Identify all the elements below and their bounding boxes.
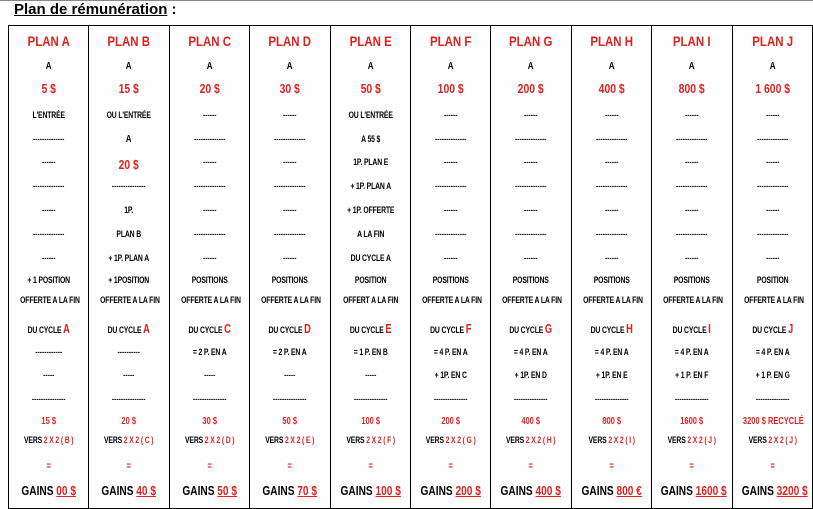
vers-label (342, 436, 399, 446)
position-label: + 1 POSITION (27, 275, 70, 286)
plan-line: ------ (41, 157, 56, 167)
plan-line: -------------- (595, 134, 628, 144)
plan-line: --------------- (31, 394, 66, 404)
plan-line: ------ (524, 157, 538, 167)
gains-amount: 200 $ (455, 483, 481, 498)
entry-label: ------ (604, 110, 619, 120)
plan-line: = 2 P. EN A (273, 347, 307, 358)
plan-column (170, 26, 250, 508)
plan-line: = 4 P. EN A (755, 347, 790, 358)
a-label: A (287, 61, 293, 72)
plan-column (572, 26, 652, 508)
gains-amount: 70 $ (297, 483, 318, 498)
equals-sign: = (448, 461, 453, 472)
plan-line: -------------- (32, 181, 65, 191)
plan-line: --------------- (514, 394, 549, 404)
plan-line: -------------- (515, 229, 547, 239)
cycle-prefix: DU CYCLE (188, 325, 224, 336)
cycle-letter: E (385, 321, 392, 336)
plan-column (331, 26, 411, 508)
plan-header: PLAN E (349, 33, 392, 49)
plan-line: -------------- (193, 134, 226, 144)
plan-line: = 2 P. EN A (192, 347, 227, 358)
plan-line: -------------- (515, 134, 547, 144)
plan-line: ------ (202, 253, 217, 263)
plan-line: ------ (283, 205, 297, 215)
gains-prefix: GAINS (21, 483, 57, 498)
plan-price: 800 $ (678, 81, 705, 96)
cycle-label (422, 322, 479, 336)
cycle-prefix: DU CYCLE (27, 325, 64, 336)
cycle-prefix: DU CYCLE (509, 325, 546, 336)
vers-prefix: VERS (667, 435, 688, 446)
offer-label: OFFERTE A LA FIN (261, 295, 321, 306)
vers-prefix: VERS (104, 435, 125, 446)
cycle-prefix: DU CYCLE (108, 325, 144, 336)
plan-line: ------ (685, 253, 699, 263)
plan-price: 5 $ (41, 81, 56, 96)
plan-line: ------ (41, 253, 56, 263)
offer-label: OFFERTE A LA FIN (20, 295, 80, 306)
page-title-label: Plan de rémunération (14, 1, 168, 18)
cycle-label (20, 322, 77, 336)
plan-line: ------ (524, 253, 538, 263)
gains-amount: 400 $ (535, 483, 562, 498)
vers-prefix: VERS (748, 435, 769, 446)
vers-target: 2 X 2 ( E ) (285, 435, 315, 446)
vers-label (422, 436, 479, 446)
plan-line: ------ (765, 253, 780, 263)
offer-label: OFFERTE A LA FIN (582, 295, 643, 306)
plan-line: --------------- (675, 394, 709, 404)
plan-line: A (126, 134, 132, 145)
plan-header: PLAN J (751, 33, 793, 49)
plan-line: -------------- (756, 134, 789, 144)
gains-prefix: GAINS (262, 483, 298, 498)
plan-line: -------------- (676, 134, 708, 144)
amount-label: 50 $ (282, 416, 298, 427)
vers-prefix: VERS (425, 435, 446, 446)
plan-line: ------ (41, 205, 56, 215)
entry-label: ------ (685, 110, 699, 120)
plan-line: -------------- (756, 181, 789, 191)
offer-label: OFFERTE A LA FIN (502, 295, 563, 306)
vers-label (181, 436, 238, 446)
vers-label (101, 436, 158, 446)
vers-target: 2 X 2 ( J ) (768, 435, 797, 446)
plan-line: -------------- (274, 181, 306, 191)
cycle-label (663, 322, 720, 336)
plan-line: ------ (765, 205, 780, 215)
a-label: A (447, 61, 454, 72)
plan-line: -------------- (274, 229, 306, 239)
cycle-prefix: DU CYCLE (672, 325, 709, 336)
plan-header: PLAN B (107, 33, 151, 49)
plan-line: --------------- (112, 181, 146, 191)
plan-line: ----- (364, 370, 376, 380)
plan-line: ---------- (117, 347, 141, 357)
gains-label (339, 484, 401, 497)
plan-line: -------------- (434, 181, 467, 191)
gains-label (98, 484, 160, 497)
plan-line: -------------- (434, 134, 467, 144)
entry-label: ------ (202, 110, 217, 120)
plan-line: ----- (284, 370, 296, 380)
position-label: POSITIONS (191, 275, 228, 286)
plan-line: 1P. (124, 205, 134, 216)
gains-label (179, 484, 241, 497)
offer-label: OFFERTE A LA FIN (422, 295, 482, 306)
offer-label: OFFERT A LA FIN (342, 295, 398, 306)
cycle-prefix: DU CYCLE (590, 325, 627, 336)
vers-target: 2 X 2 ( B ) (43, 435, 74, 446)
vers-target: 2 X 2 ( G ) (445, 435, 476, 446)
entry-label: OU L'ENTRÉE (348, 110, 393, 121)
equals-sign: = (770, 461, 775, 472)
plan-line: ------ (524, 205, 538, 215)
plan-price: 100 $ (437, 81, 464, 96)
vers-target: 2 X 2 ( I ) (608, 435, 635, 446)
entry-label: OU L'ENTRÉE (107, 110, 152, 121)
gains-amount: 100 $ (375, 483, 401, 498)
a-label: A (528, 61, 535, 72)
plan-header: PLAN A (27, 33, 70, 49)
plan-column (250, 26, 330, 508)
plan-line: ----- (43, 370, 55, 380)
plan-line: -------------- (676, 181, 708, 191)
gains-label (660, 483, 727, 498)
a-label: A (608, 61, 615, 72)
vers-label (663, 436, 720, 446)
plan-line: --------------- (273, 394, 307, 404)
plan-line: --------------- (594, 394, 629, 404)
position-label: POSITIONS (513, 275, 550, 286)
vers-label (583, 436, 640, 446)
cycle-prefix: DU CYCLE (349, 325, 386, 336)
plan-line: -------------- (756, 229, 789, 239)
gains-prefix: GAINS (182, 483, 218, 498)
plan-line: -------------- (274, 134, 306, 144)
plan-line: ------ (443, 253, 458, 263)
plan-line: = 1 P. EN B (353, 347, 388, 358)
plan-line: ------ (685, 205, 699, 215)
equals-sign: = (207, 461, 212, 472)
plan-line: + 1P. PLAN A (108, 253, 150, 264)
cycle-letter: J (787, 321, 793, 336)
cycle-letter: I (708, 321, 711, 336)
plan-line: -------------- (676, 229, 708, 239)
a-label: A (689, 61, 695, 72)
plan-line: ------------ (35, 347, 63, 357)
gains-amount: 50 $ (217, 483, 237, 498)
vers-label (261, 436, 318, 446)
plan-header: PLAN G (509, 33, 553, 49)
vers-prefix: VERS (588, 435, 609, 446)
plan-line: ------ (604, 205, 619, 215)
entry-label: ------ (765, 110, 780, 120)
plan-line: + 1 P. EN G (755, 370, 790, 381)
amount-label: 200 $ (441, 416, 461, 427)
plan-column (733, 26, 813, 508)
plan-column (9, 26, 89, 508)
cycle-prefix: DU CYCLE (268, 325, 305, 336)
position-label: + 1POSITION (108, 275, 150, 286)
plan-line: -------------- (32, 134, 65, 144)
plan-line: = 4 P. EN A (675, 347, 709, 358)
plan-line: ----- (123, 370, 135, 380)
vers-prefix: VERS (265, 435, 286, 446)
entry-label: ------ (443, 110, 458, 120)
amount-label: 1600 $ (680, 416, 704, 427)
entry-label: ------ (283, 110, 297, 120)
gains-amount: 3200 $ (776, 483, 808, 498)
equals-sign: = (287, 461, 293, 472)
plan-line: DU CYCLE A (350, 253, 391, 264)
a-label: A (126, 61, 132, 72)
plan-line: + 1P. PLAN A (349, 181, 391, 192)
equals-sign: = (126, 461, 132, 472)
plan-price: 15 $ (118, 81, 140, 96)
cycle-letter: A (143, 321, 151, 336)
position-label: POSITION (756, 275, 789, 286)
plan-line: --------------- (112, 394, 146, 404)
position-label: POSITIONS (432, 275, 469, 286)
plan-price: 30 $ (279, 81, 301, 96)
plan-line: = 4 P. EN A (594, 347, 629, 358)
cycle-label (181, 322, 238, 336)
position-label: POSITIONS (271, 275, 308, 286)
plan-line: + 1P. EN D (515, 370, 548, 381)
vers-prefix: VERS (23, 435, 44, 446)
gains-amount: 800 € (616, 483, 642, 498)
plan-line: 20 $ (118, 157, 140, 172)
plan-price: 20 $ (199, 81, 220, 96)
position-label: POSITIONS (593, 275, 630, 286)
gains-amount: 1600 $ (695, 483, 727, 498)
plan-line: = 4 P. EN A (514, 347, 548, 358)
plan-line: A 55 $ (360, 134, 380, 145)
plan-price: 200 $ (518, 81, 545, 96)
vers-prefix: VERS (506, 435, 527, 446)
vers-label (503, 436, 560, 446)
plan-line: PLAN B (116, 229, 142, 240)
plan-line: = 4 P. EN A (433, 347, 468, 358)
plan-price: 400 $ (598, 81, 625, 96)
amount-label: 3200 $ RECYCLÉ (742, 416, 804, 427)
vers-label (20, 436, 77, 446)
plan-line: ------ (202, 157, 217, 167)
a-label: A (367, 61, 374, 72)
cycle-label (261, 322, 318, 336)
gains-prefix: GAINS (340, 483, 376, 498)
plan-line: ------ (604, 157, 619, 167)
plan-header: PLAN H (590, 33, 633, 49)
equals-sign: = (368, 461, 373, 472)
plan-line: ------ (765, 157, 780, 167)
cycle-letter: F (465, 321, 472, 336)
plan-line: -------------- (434, 229, 467, 239)
cycle-letter: C (223, 321, 231, 336)
plan-line: ------ (202, 205, 217, 215)
amount-label: 15 $ (41, 416, 57, 427)
plan-line: --------------- (755, 394, 790, 404)
plan-line: ------ (283, 253, 297, 263)
equals-sign: = (528, 461, 534, 472)
plan-column (89, 26, 169, 508)
equals-sign: = (609, 461, 614, 472)
plan-line: ------ (604, 253, 619, 263)
gains-label (581, 484, 643, 497)
equals-sign: = (46, 461, 51, 472)
cycle-letter: D (304, 321, 312, 336)
plan-header: PLAN F (430, 33, 472, 49)
plan-column (652, 26, 732, 508)
plan-line: --------------- (433, 394, 468, 404)
plan-line: ------ (685, 157, 699, 167)
amount-label: 100 $ (360, 416, 380, 427)
position-label: POSITION (354, 275, 387, 286)
gains-label (259, 484, 321, 497)
gains-amount: 40 $ (136, 483, 157, 498)
gains-label (500, 484, 562, 497)
plan-line: 1P. PLAN E (352, 157, 388, 168)
page-title (14, 1, 177, 18)
gains-label (741, 483, 808, 498)
vers-label (744, 436, 801, 446)
plan-line: -------------- (193, 181, 226, 191)
vers-prefix: VERS (346, 435, 366, 446)
plan-line: + 1P. OFFERTE (346, 205, 394, 216)
offer-label: OFFERTE A LA FIN (743, 295, 804, 306)
cycle-label (583, 322, 640, 336)
gains-prefix: GAINS (101, 483, 137, 498)
amount-label: 20 $ (121, 416, 137, 427)
plan-column (411, 26, 491, 508)
amount-label: 800 $ (602, 416, 621, 427)
amount-label: 30 $ (202, 416, 217, 427)
offer-label: OFFERTE A LA FIN (663, 295, 724, 306)
cycle-letter: G (545, 321, 553, 336)
vers-target: 2 X 2 ( J ) (687, 435, 717, 446)
page-title-suffix: : (167, 1, 177, 18)
plan-line: + 1P. EN E (595, 370, 628, 381)
vers-target: 2 X 2 ( C ) (124, 435, 154, 446)
cycle-label (744, 322, 801, 336)
plan-line: ------ (283, 157, 297, 167)
vers-target: 2 X 2 ( D ) (204, 435, 235, 446)
entry-label: ------ (524, 110, 538, 120)
plan-price: 1 600 $ (755, 81, 790, 96)
gains-prefix: GAINS (660, 483, 696, 498)
cycle-prefix: DU CYCLE (752, 325, 788, 336)
plans-table (8, 25, 813, 509)
equals-sign: = (689, 461, 695, 472)
gains-amount: 00 $ (56, 483, 77, 498)
plan-line: -------------- (32, 229, 65, 239)
cycle-label (503, 322, 560, 336)
a-label: A (206, 61, 213, 72)
plan-line: A LA FIN (356, 229, 384, 240)
plan-header: PLAN I (673, 33, 711, 49)
plan-line: ----- (203, 370, 216, 380)
plan-line: --------------- (192, 394, 227, 404)
gains-label (18, 484, 80, 497)
entry-label: L'ENTRÉE (32, 110, 65, 121)
plan-line: -------------- (193, 229, 226, 239)
plan-line: ------ (443, 205, 458, 215)
plan-header: PLAN C (188, 33, 231, 49)
plan-header: PLAN D (268, 33, 312, 49)
cycle-letter: A (63, 321, 70, 336)
plan-column (491, 26, 571, 508)
gains-label (420, 484, 482, 497)
vers-target: 2 X 2 ( H ) (526, 435, 556, 446)
offer-label: OFFERTE A LA FIN (100, 295, 161, 306)
gains-prefix: GAINS (420, 483, 456, 498)
amount-label: 400 $ (521, 416, 541, 427)
position-label: POSITIONS (673, 275, 710, 286)
gains-prefix: GAINS (500, 483, 536, 498)
cycle-label (342, 322, 399, 336)
cycle-letter: H (626, 321, 633, 336)
cycle-prefix: DU CYCLE (430, 325, 466, 336)
plan-price: 50 $ (360, 81, 381, 96)
plan-line: --------------- (353, 394, 388, 404)
plan-line: ------ (443, 157, 458, 167)
plan-line: -------------- (595, 181, 628, 191)
plan-line: + 1 P. EN F (675, 370, 709, 381)
cycle-label (101, 322, 158, 336)
a-label: A (45, 61, 52, 72)
vers-prefix: VERS (184, 435, 205, 446)
plan-line: -------------- (515, 181, 547, 191)
offer-label: OFFERTE A LA FIN (180, 295, 241, 306)
gains-prefix: GAINS (741, 483, 777, 498)
gains-prefix: GAINS (581, 483, 617, 498)
plan-line: -------------- (595, 229, 628, 239)
plan-line: + 1P. EN C (434, 370, 467, 381)
vers-target: 2 X 2 ( F ) (365, 435, 395, 446)
a-label: A (769, 61, 776, 72)
